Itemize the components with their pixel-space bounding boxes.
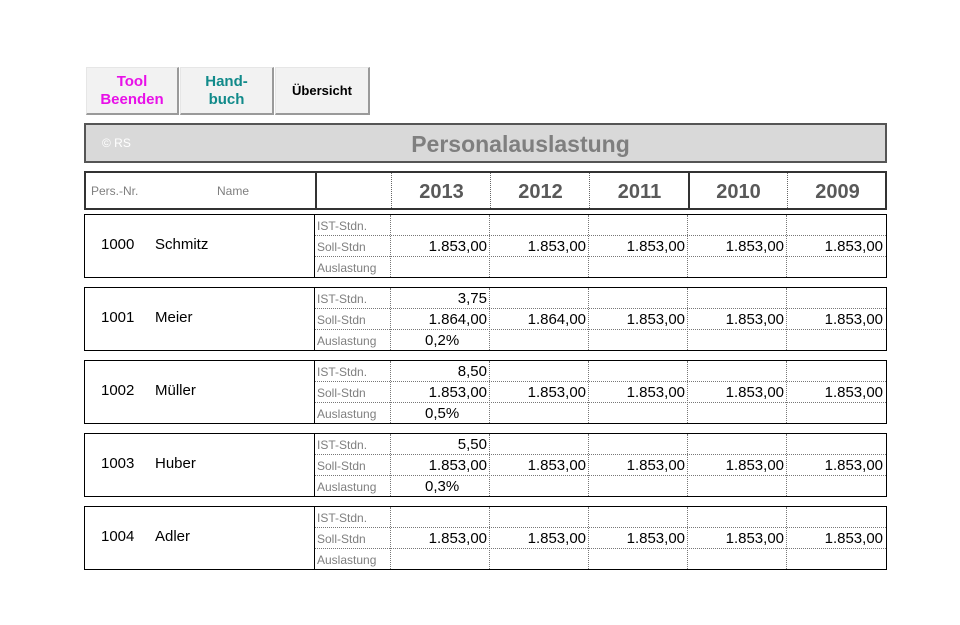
ist-cell[interactable]: 8,50 — [457, 363, 487, 380]
soll-cell[interactable]: 1.853,00 — [824, 530, 883, 547]
row-label-soll: Soll-Stdn — [317, 532, 366, 546]
soll-cell[interactable]: 1.853,00 — [626, 311, 685, 328]
header-divider — [315, 173, 317, 208]
soll-cell[interactable]: 1.853,00 — [626, 457, 685, 474]
year-header: 2013 — [419, 181, 464, 203]
personnel-number: 1003 — [101, 455, 135, 472]
year-header: 2010 — [716, 181, 761, 203]
row-label-soll: Soll-Stdn — [317, 386, 366, 400]
handbuch-button[interactable]: Hand- buch — [180, 67, 274, 115]
ist-cell[interactable]: 3,75 — [457, 290, 487, 307]
row-label-auslastung: Auslastung — [317, 334, 377, 348]
cell-divider — [314, 287, 315, 351]
soll-cell[interactable]: 1.853,00 — [428, 238, 487, 255]
personnel-number: 1002 — [101, 382, 135, 399]
auslastung-cell[interactable]: 0,3% — [425, 478, 460, 495]
year-header: 2009 — [815, 181, 860, 203]
row-divider — [315, 527, 886, 528]
row-label-auslastung: Auslastung — [317, 553, 377, 567]
tool-beenden-button[interactable]: Tool Beenden — [86, 67, 179, 115]
soll-cell[interactable]: 1.853,00 — [527, 238, 586, 255]
soll-cell[interactable]: 1.853,00 — [824, 384, 883, 401]
person-row — [84, 506, 887, 570]
header-pers-nr: Pers.-Nr. — [91, 184, 139, 198]
soll-cell[interactable]: 1.853,00 — [626, 238, 685, 255]
row-divider — [315, 235, 886, 236]
person-row — [84, 360, 887, 424]
row-label-soll: Soll-Stdn — [317, 240, 366, 254]
cell-divider — [314, 506, 315, 570]
soll-cell[interactable]: 1.853,00 — [428, 457, 487, 474]
person-row — [84, 433, 887, 497]
soll-cell[interactable]: 1.853,00 — [527, 457, 586, 474]
row-divider — [315, 381, 886, 382]
auslastung-cell[interactable]: 0,2% — [425, 332, 460, 349]
person-name: Meier — [155, 309, 193, 326]
row-label-auslastung: Auslastung — [317, 407, 377, 421]
person-row — [84, 214, 887, 278]
soll-cell[interactable]: 1.853,00 — [824, 457, 883, 474]
row-label-soll: Soll-Stdn — [317, 459, 366, 473]
row-label-ist: IST-Stdn. — [317, 365, 368, 379]
cell-divider — [314, 433, 315, 497]
soll-cell[interactable]: 1.853,00 — [527, 384, 586, 401]
row-label-ist: IST-Stdn. — [317, 219, 368, 233]
soll-cell[interactable]: 1.853,00 — [824, 238, 883, 255]
row-label-auslastung: Auslastung — [317, 480, 377, 494]
header-name: Name — [217, 184, 250, 198]
soll-cell[interactable]: 1.853,00 — [725, 311, 784, 328]
auslastung-cell[interactable]: 0,5% — [425, 405, 460, 422]
table-header — [84, 171, 887, 210]
soll-cell[interactable]: 1.853,00 — [824, 311, 883, 328]
row-label-soll: Soll-Stdn — [317, 313, 366, 327]
soll-cell[interactable]: 1.853,00 — [428, 384, 487, 401]
soll-cell[interactable]: 1.853,00 — [725, 384, 784, 401]
row-divider — [315, 402, 886, 403]
personnel-number: 1000 — [101, 236, 135, 253]
soll-cell[interactable]: 1.853,00 — [626, 530, 685, 547]
soll-cell[interactable]: 1.864,00 — [428, 311, 487, 328]
person-row — [84, 287, 887, 351]
row-divider — [315, 548, 886, 549]
soll-cell[interactable]: 1.853,00 — [725, 457, 784, 474]
row-label-ist: IST-Stdn. — [317, 292, 368, 306]
row-divider — [315, 308, 886, 309]
year-header: 2012 — [518, 181, 563, 203]
soll-cell[interactable]: 1.853,00 — [725, 238, 784, 255]
copyright-label: © RS — [102, 136, 131, 150]
person-name: Schmitz — [155, 236, 209, 253]
cell-divider — [314, 360, 315, 424]
personnel-number: 1001 — [101, 309, 135, 326]
soll-cell[interactable]: 1.853,00 — [725, 530, 784, 547]
year-header: 2011 — [617, 181, 662, 203]
cell-divider — [314, 214, 315, 278]
uebersicht-button[interactable]: Übersicht — [275, 67, 370, 115]
title-bar — [84, 123, 887, 163]
row-label-auslastung: Auslastung — [317, 261, 377, 275]
soll-cell[interactable]: 1.853,00 — [428, 530, 487, 547]
person-name: Adler — [155, 528, 191, 545]
page-title: Personalauslastung — [411, 131, 630, 157]
row-divider — [315, 329, 886, 330]
soll-cell[interactable]: 1.853,00 — [626, 384, 685, 401]
personnel-number: 1004 — [101, 528, 135, 545]
row-label-ist: IST-Stdn. — [317, 511, 368, 525]
person-name: Huber — [155, 455, 196, 472]
row-divider — [315, 475, 886, 476]
row-divider — [315, 454, 886, 455]
soll-cell[interactable]: 1.853,00 — [527, 530, 586, 547]
soll-cell[interactable]: 1.864,00 — [527, 311, 586, 328]
ist-cell[interactable]: 5,50 — [457, 436, 487, 453]
person-name: Müller — [155, 382, 196, 399]
row-label-ist: IST-Stdn. — [317, 438, 368, 452]
row-divider — [315, 256, 886, 257]
